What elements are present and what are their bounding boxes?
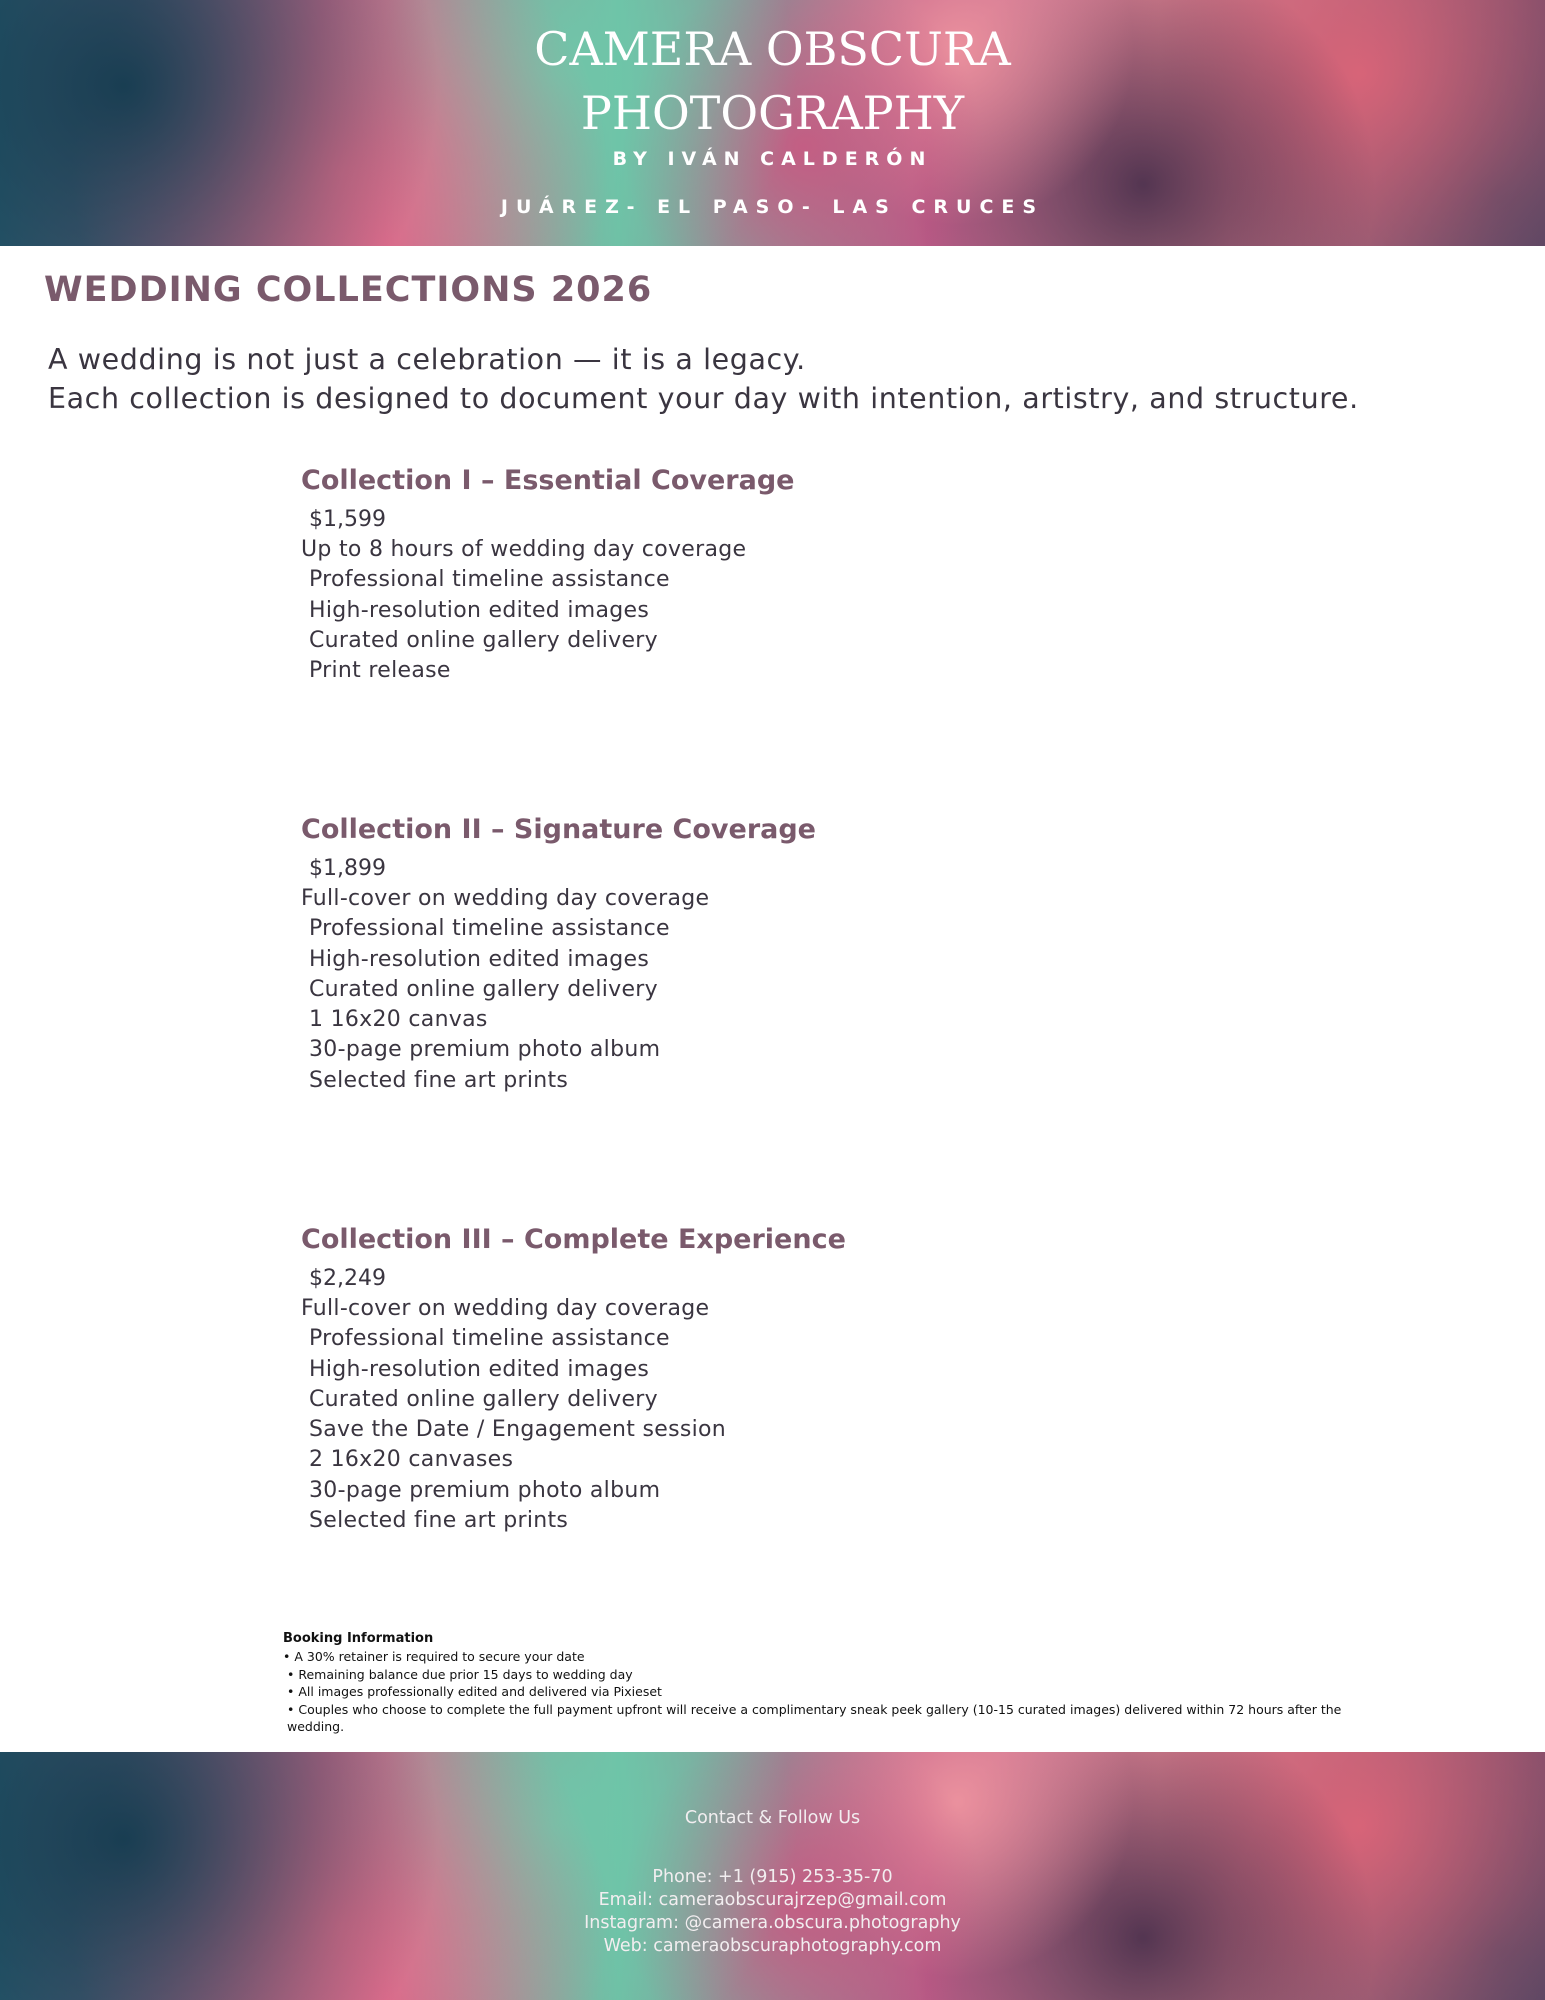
- brand-title-line1: CAMERA OBSCURA: [534, 22, 1011, 76]
- collection-title: Collection II – Signature Coverage: [301, 814, 816, 845]
- booking-item: • A 30% retainer is required to secure your date: [283, 1649, 585, 1664]
- collection-price: $1,899: [309, 856, 386, 881]
- intro-line-2: Each collection is designed to document your day with intention, artistry, and structure.: [48, 382, 1359, 415]
- list-item: Professional timeline assistance: [309, 916, 670, 942]
- list-item: High-resolution edited images: [309, 946, 650, 972]
- footer-phone: Phone: +1 (915) 253-35-70: [652, 1867, 893, 1887]
- list-item: Curated online gallery delivery: [309, 627, 658, 653]
- footer-banner: [0, 1752, 1545, 2000]
- booking-information: [283, 1630, 1363, 1736]
- collection-1: [301, 463, 1301, 686]
- list-item: High-resolution edited images: [309, 597, 650, 623]
- list-item: Full-cover on wedding day coverage: [301, 886, 710, 911]
- list-item: Save the Date / Engagement session: [309, 1417, 727, 1443]
- list-item: Curated online gallery delivery: [309, 976, 658, 1002]
- booking-item: • All images professionally edited and delivered via Pixieset: [287, 1684, 662, 1699]
- brand-byline: BY IVÁN CALDERÓN: [612, 148, 933, 170]
- collection-price: $2,249: [309, 1266, 386, 1291]
- collection-3: [301, 1222, 1301, 1536]
- list-item: 2 16x20 canvases: [309, 1447, 514, 1473]
- list-item: Curated online gallery delivery: [309, 1386, 658, 1412]
- collection-price: $1,599: [309, 507, 386, 532]
- footer-web: Web: cameraobscuraphotography.com: [603, 1936, 942, 1956]
- list-item: Selected fine art prints: [309, 1508, 569, 1534]
- list-item: Up to 8 hours of wedding day coverage: [301, 537, 747, 562]
- collection-features: [301, 535, 1301, 686]
- intro-line-1: A wedding is not just a celebration — it is a legacy.: [48, 343, 806, 376]
- list-item: Selected fine art prints: [309, 1067, 569, 1093]
- list-item: Professional timeline assistance: [309, 567, 670, 593]
- list-item: High-resolution edited images: [309, 1356, 650, 1382]
- booking-item: • Couples who choose to complete the full payment upfront will receive a complimentary sneak peek gallery (10-15 curated images) delivered within 72 hours after the wedding.: [287, 1701, 1342, 1734]
- list-item: Full-cover on wedding day coverage: [301, 1296, 710, 1321]
- list-item: 30-page premium photo album: [309, 1037, 661, 1063]
- collection-features: [301, 1294, 1301, 1536]
- booking-item: • Remaining balance due prior 15 days to wedding day: [287, 1666, 633, 1682]
- list-item: Professional timeline assistance: [309, 1326, 670, 1352]
- collection-title: Collection III – Complete Experience: [301, 1224, 846, 1255]
- booking-title: Booking Information: [283, 1631, 434, 1646]
- page-title: WEDDING COLLECTIONS 2026: [44, 270, 653, 310]
- footer-heading: Contact & Follow Us: [684, 1808, 861, 1828]
- collection-features: [301, 884, 1301, 1096]
- collection-title: Collection I – Essential Coverage: [301, 465, 795, 496]
- list-item: 1 16x20 canvas: [309, 1007, 488, 1033]
- brand-locations: JUÁREZ- EL PASO- LAS CRUCES: [500, 196, 1045, 218]
- list-item: Print release: [309, 658, 451, 684]
- brand-title-line2: PHOTOGRAPHY: [580, 86, 965, 140]
- intro-text: [48, 340, 1528, 418]
- list-item: 30-page premium photo album: [309, 1477, 661, 1503]
- footer-email: Email: cameraobscurajrzep@gmail.com: [598, 1890, 947, 1910]
- collection-2: [301, 812, 1301, 1096]
- header-banner: [0, 0, 1545, 246]
- footer-instagram: Instagram: @camera.obscura.photography: [584, 1913, 961, 1933]
